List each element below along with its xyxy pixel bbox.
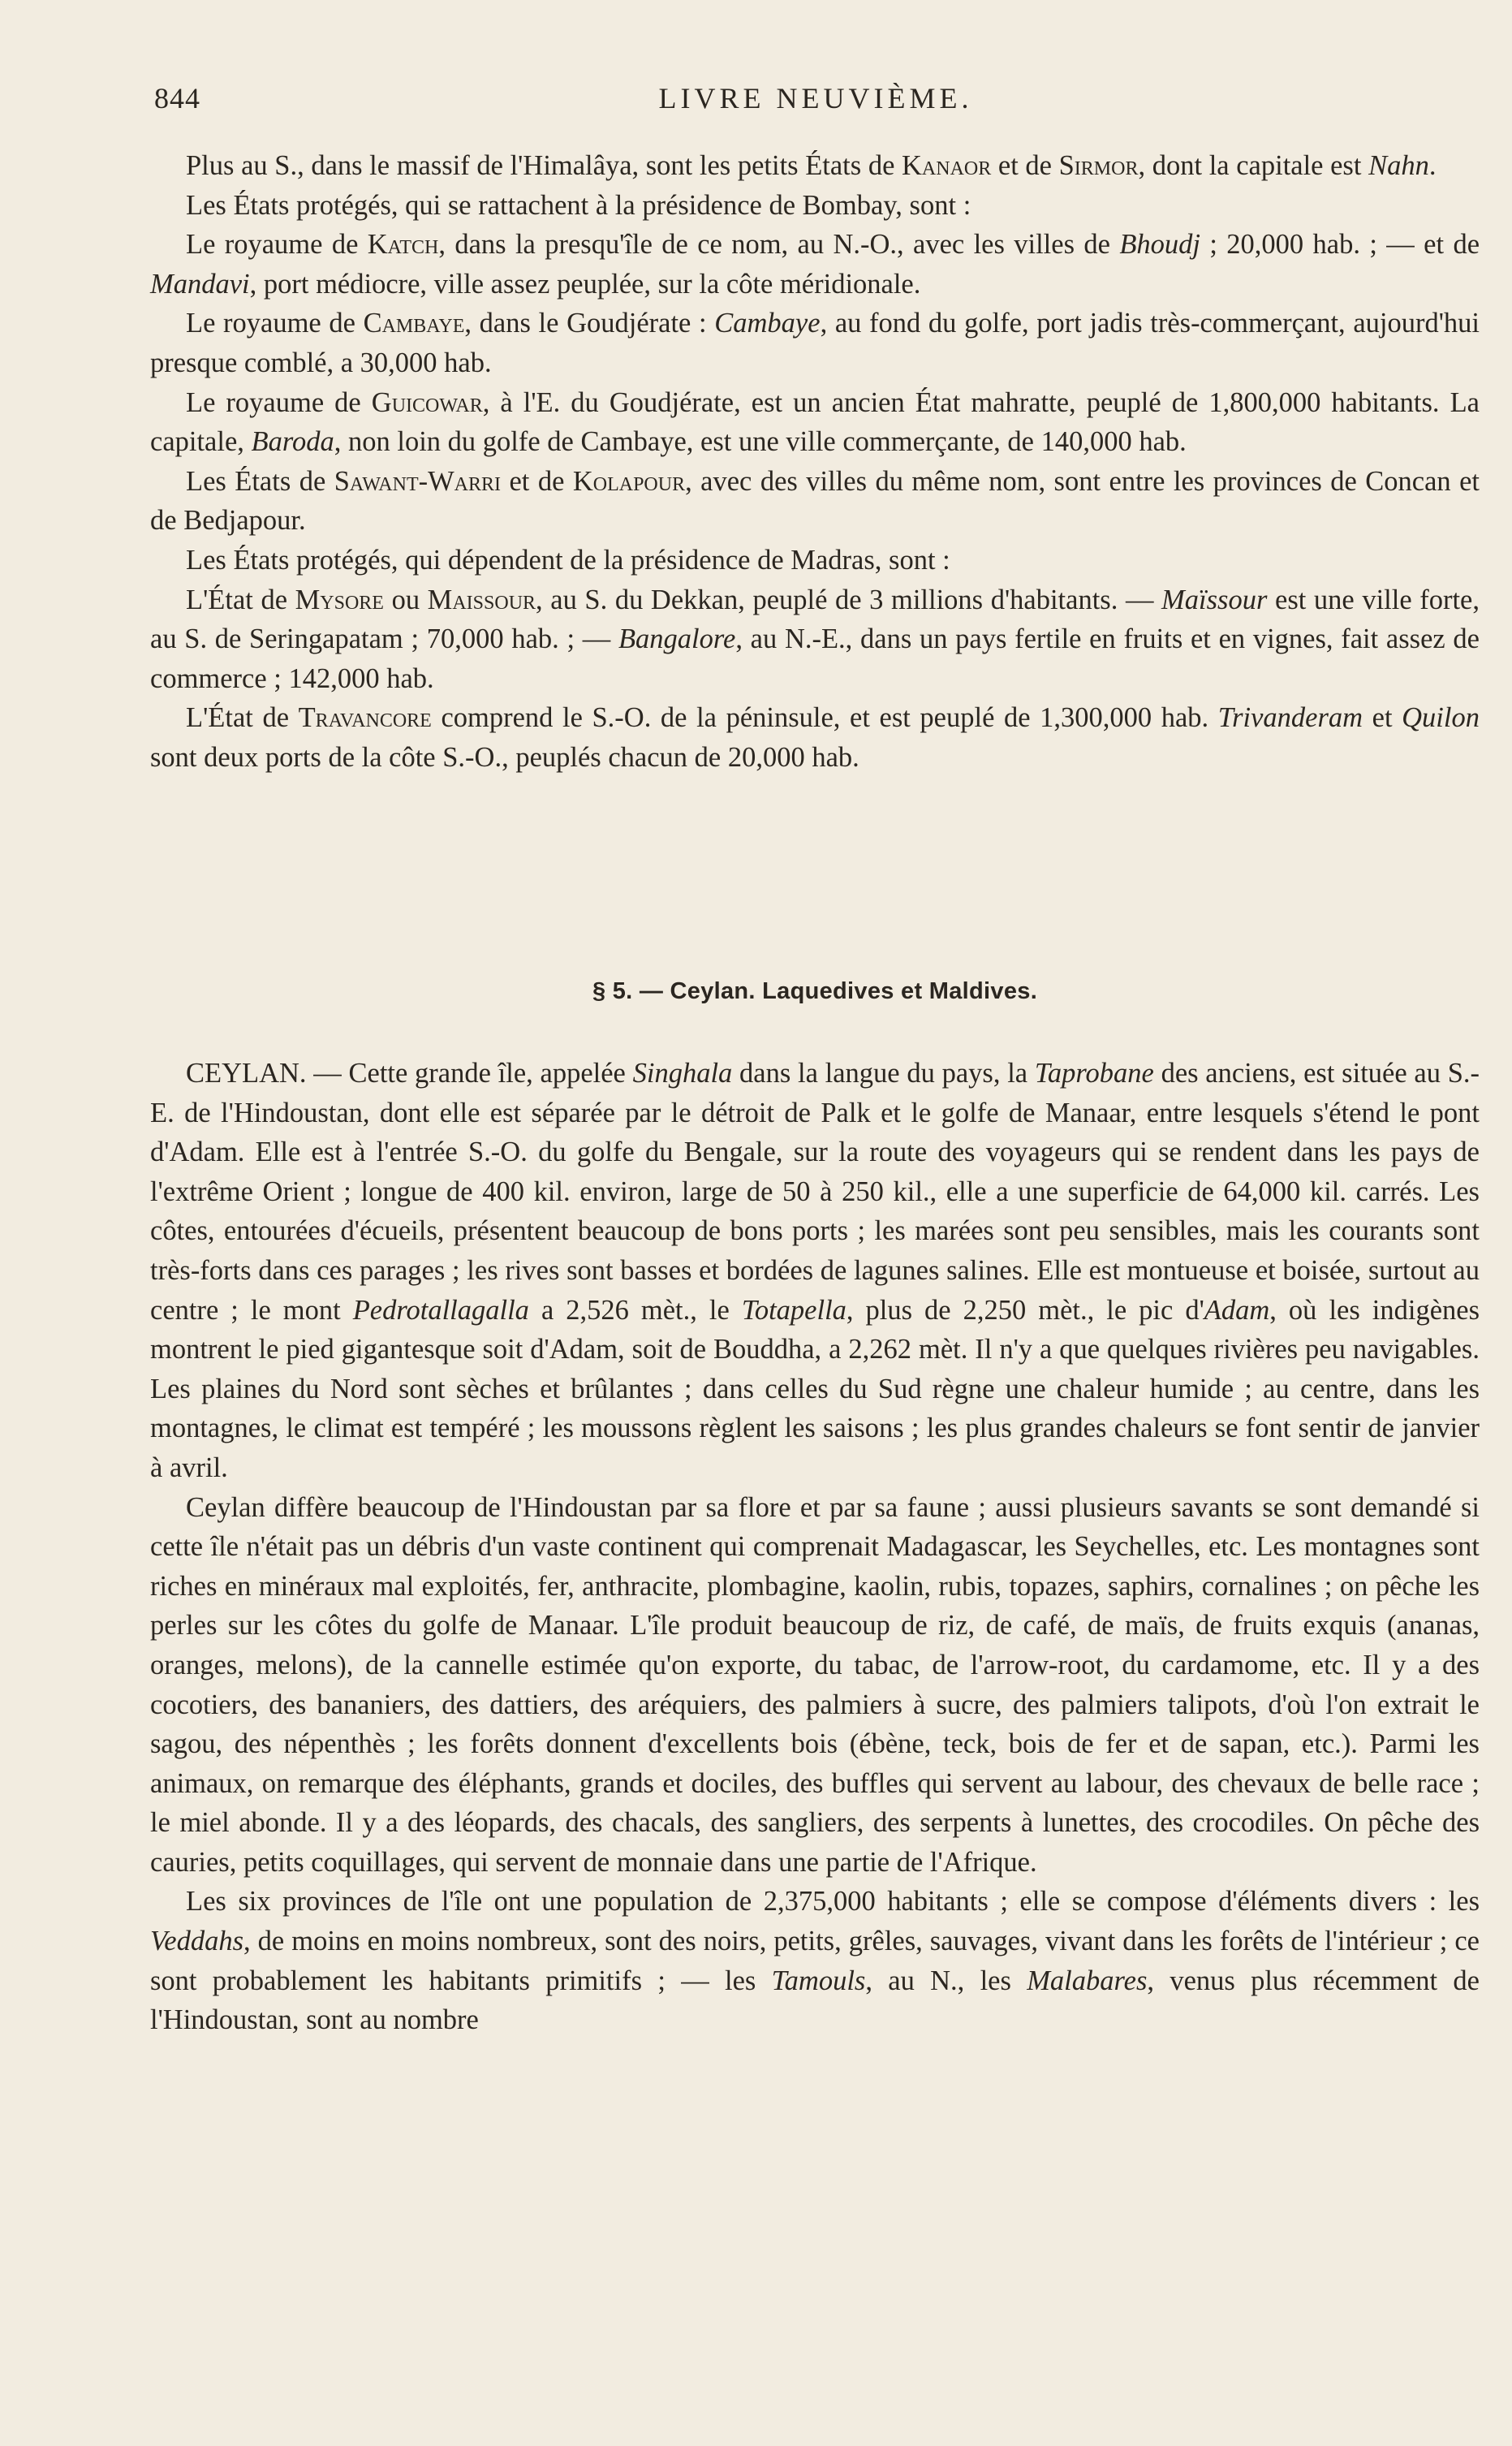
running-title: LIVRE NEUVIÈME. — [658, 82, 973, 114]
place-name: Katch — [367, 229, 439, 261]
italic-place-name: Nahn — [1368, 150, 1429, 181]
text-run: Le royaume de — [186, 308, 364, 339]
text-run: , à l'E. du Goudjérate, est un ancien État mahratte, peuplé de 1,800,000 habitants. La capitale, — [150, 386, 1480, 458]
protected-states-text — [150, 146, 1480, 778]
paragraph-bombay-states: Les États protégés, qui se rattachent à la présidence de Bombay, sont : — [186, 189, 971, 221]
italic-place-name: Mandavi — [150, 268, 250, 300]
italic-term: Veddahs — [150, 1926, 243, 1957]
italic-place-name: Quilon — [1402, 702, 1480, 734]
text-run: L'État de — [186, 584, 295, 615]
place-name: Guicowar — [371, 386, 483, 418]
text-run: , dans la presqu'île de ce nom, au N.-O., avec les villes de — [438, 229, 1120, 261]
paragraph-cambaye — [150, 304, 1480, 382]
italic-term: Malabares — [1027, 1965, 1148, 1996]
paragraph-katch — [150, 225, 1480, 304]
place-name: Kanaor — [902, 150, 992, 181]
text-run: , où les indigènes montrent le pied gigantesque soit d'Adam, soit de Bouddha, a 2,262 mèt. Il n'y a que quelques rivières peu navigables. Les plaines du Nord sont sèches et brûlantes ; dans celles du Sud règne une chaleur humide ; au centre, dans les montagnes, le climat est tempéré ; les moussons règlent les saisons ; les plus grandes chaleurs se font sentir de janvier à avril. — [150, 1294, 1480, 1483]
text-run: sont deux ports de la côte S.-O., peuplés chacun de 20,000 hab. — [150, 741, 859, 773]
text-run: , au N.-E., dans un pays fertile en fruits et en vignes, fait assez de commerce ; 142,000 hab. — [150, 623, 1480, 694]
paragraph-kanaor-sirmor — [150, 146, 1480, 186]
italic-place-name: Cambaye — [714, 308, 821, 339]
text-run: a 2,526 mèt., le — [528, 1294, 742, 1326]
text-run: Les États de — [186, 465, 334, 497]
text-run: Les six provinces de l'île ont une population de 2,375,000 habitants ; elle se compose d'éléments divers : les — [186, 1886, 1480, 1918]
italic-place-name: Bhoudj — [1119, 229, 1200, 261]
text-run: Plus au S., dans le massif de l'Himalâya, sont les petits États de — [186, 150, 902, 181]
text-run: . — [1428, 150, 1437, 181]
page-number: 844 — [154, 82, 200, 114]
ceylan-section-text — [150, 1054, 1480, 2040]
paragraph-guicowar — [150, 383, 1480, 462]
italic-place-name: Maïssour — [1161, 584, 1268, 615]
text-run: , de moins en moins nombreux, sont des noirs, petits, grêles, sauvages, vivant dans les forêts de l'intérieur ; ce sont probablement les habitants primitifs ; — les — [150, 1926, 1480, 1996]
italic-place-name: Bangalore — [618, 623, 736, 655]
text-run: L'État de — [186, 702, 299, 734]
text-run: des anciens, est située au S.-E. de l'Hindoustan, dont elle est séparée par le détroit de Palk et le golfe de Manaar, entre lesquels s'étend le pont d'Adam. Elle est à l'entrée S.-O. du golfe du Bengale, sur la route des voyageurs qui se rendent dans les pays de l'extrême Orient ; longue de 400 kil. environ, large de 50 à 250 kil., elle a une superficie de 64,000 kil. carrés. Les côtes, entourées d'écueils, présentent beaucoup de bons ports ; les marées sont peu sensibles, mais les courants sont très-forts dans ces parages ; les rives sont basses et bordées de lagunes salines. Elle est montueuse et boisée, surtout au centre ; le mont — [150, 1058, 1480, 1326]
text-run: , au fond du golfe, port jadis très-commerçant, aujourd'hui presque comblé, a 30,000 hab. — [150, 308, 1480, 378]
place-name: Maissour — [427, 584, 536, 615]
text-run: , port médiocre, ville assez peuplée, sur la côte méridionale. — [249, 268, 921, 300]
paragraph-ceylan-flora-fauna: Ceylan diffère beaucoup de l'Hindoustan par sa flore et par sa faune ; aussi plusieurs savants se sont demandé si cette île n'était pas un débris d'un vaste continent qui comprenait Madagascar, les Seychelles, etc. Les montagnes sont riches en minéraux mal exploités, fer, anthracite, plombagine, kaolin, rubis, topazes, saphirs, cornalines ; on pêche les perles sur les côtes du golfe de Manaar. L'île produit beaucoup de riz, de café, de maïs, de fruits exquis (ananas, oranges, melons), de la cannelle estimée qu'on exporte, du tabac, de l'arrow-root, du cardamome, etc. Il y a des cocotiers, des bananiers, des dattiers, des aréquiers, des palmiers à sucre, des palmiers talipots, d'où l'on extrait le sagou, des népenthès ; les forêts donnent d'excellents bois (ébène, teck, bois de fer et de sapan, etc.). Parmi les animaux, on remarque des éléphants, grands et dociles, des buffles qui servent au labour, des chevaux de belle race ; le miel abonde. Il y a des léopards, des chacals, des sangliers, des serpents à lunettes, des crocodiles. On pêche des cauries, petits coquillages, qui servent de monnaie dans une partie de l'Afrique. — [150, 1491, 1480, 1878]
place-name: Kolapour — [572, 465, 686, 497]
italic-term: Tamouls — [771, 1965, 866, 1996]
text-run: ; 20,000 hab. ; — et de — [1200, 229, 1480, 261]
italic-term: Taprobane — [1034, 1058, 1154, 1089]
paragraph-sawant-warri — [150, 462, 1480, 541]
text-run: , au N., les — [865, 1965, 1027, 1996]
text-run: , non loin du golfe de Cambaye, est une ville commerçante, de 140,000 hab. — [334, 426, 1187, 458]
text-run: Le royaume de — [186, 386, 372, 418]
text-run: et — [1363, 702, 1402, 734]
italic-place-name: Trivanderam — [1217, 702, 1363, 734]
text-run: , plus de 2,250 mèt., le pic d' — [846, 1294, 1204, 1326]
text-run: ou — [383, 584, 428, 615]
italic-term: Singhala — [632, 1058, 733, 1089]
text-run: est une ville forte, au S. de Seringapatam ; 70,000 hab. ; — — [150, 584, 1480, 655]
paragraph-ceylan-population — [150, 1882, 1480, 2039]
text-run: , avec des villes du même nom, sont entre les provinces de Concan et de Bedjapour. — [150, 465, 1480, 537]
page-header — [154, 81, 1477, 122]
place-name: Travancore — [298, 702, 432, 734]
text-run: comprend le S.-O. de la péninsule, et est peuplé de 1,300,000 hab. — [431, 702, 1218, 734]
text-run: , venus plus récemment de l'Hindoustan, sont au nombre — [150, 1965, 1480, 2036]
text-run: , dans le Goudjérate : — [464, 308, 715, 339]
place-name: Sirmor — [1058, 150, 1139, 181]
paragraph-ceylan-geography — [150, 1054, 1480, 1488]
text-run: et de — [991, 150, 1059, 181]
italic-place-name: Adam — [1204, 1294, 1270, 1326]
text-run: Le royaume de — [186, 229, 368, 261]
text-run: CEYLAN. — Cette grande île, appelée — [186, 1058, 633, 1089]
text-run: et de — [501, 465, 573, 497]
text-run: , dont la capitale est — [1138, 150, 1369, 181]
paragraph-mysore — [150, 580, 1480, 699]
place-name: Mysore — [295, 584, 384, 615]
italic-place-name: Baroda — [251, 426, 334, 458]
place-name: Cambaye — [363, 308, 465, 339]
paragraph-madras-states: Les États protégés, qui dépendent de la présidence de Madras, sont : — [186, 544, 950, 576]
italic-place-name: Totapella — [741, 1294, 846, 1326]
text-run: dans la langue du pays, la — [732, 1058, 1035, 1089]
text-run: , au S. du Dekkan, peuplé de 3 millions d'habitants. — — [536, 584, 1162, 615]
section-heading: § 5. — Ceylan. Laquedives et Maldives. — [592, 978, 1038, 1004]
italic-place-name: Pedrotallagalla — [352, 1294, 529, 1326]
place-name: Sawant-Warri — [334, 465, 502, 497]
paragraph-travancore — [150, 698, 1480, 777]
